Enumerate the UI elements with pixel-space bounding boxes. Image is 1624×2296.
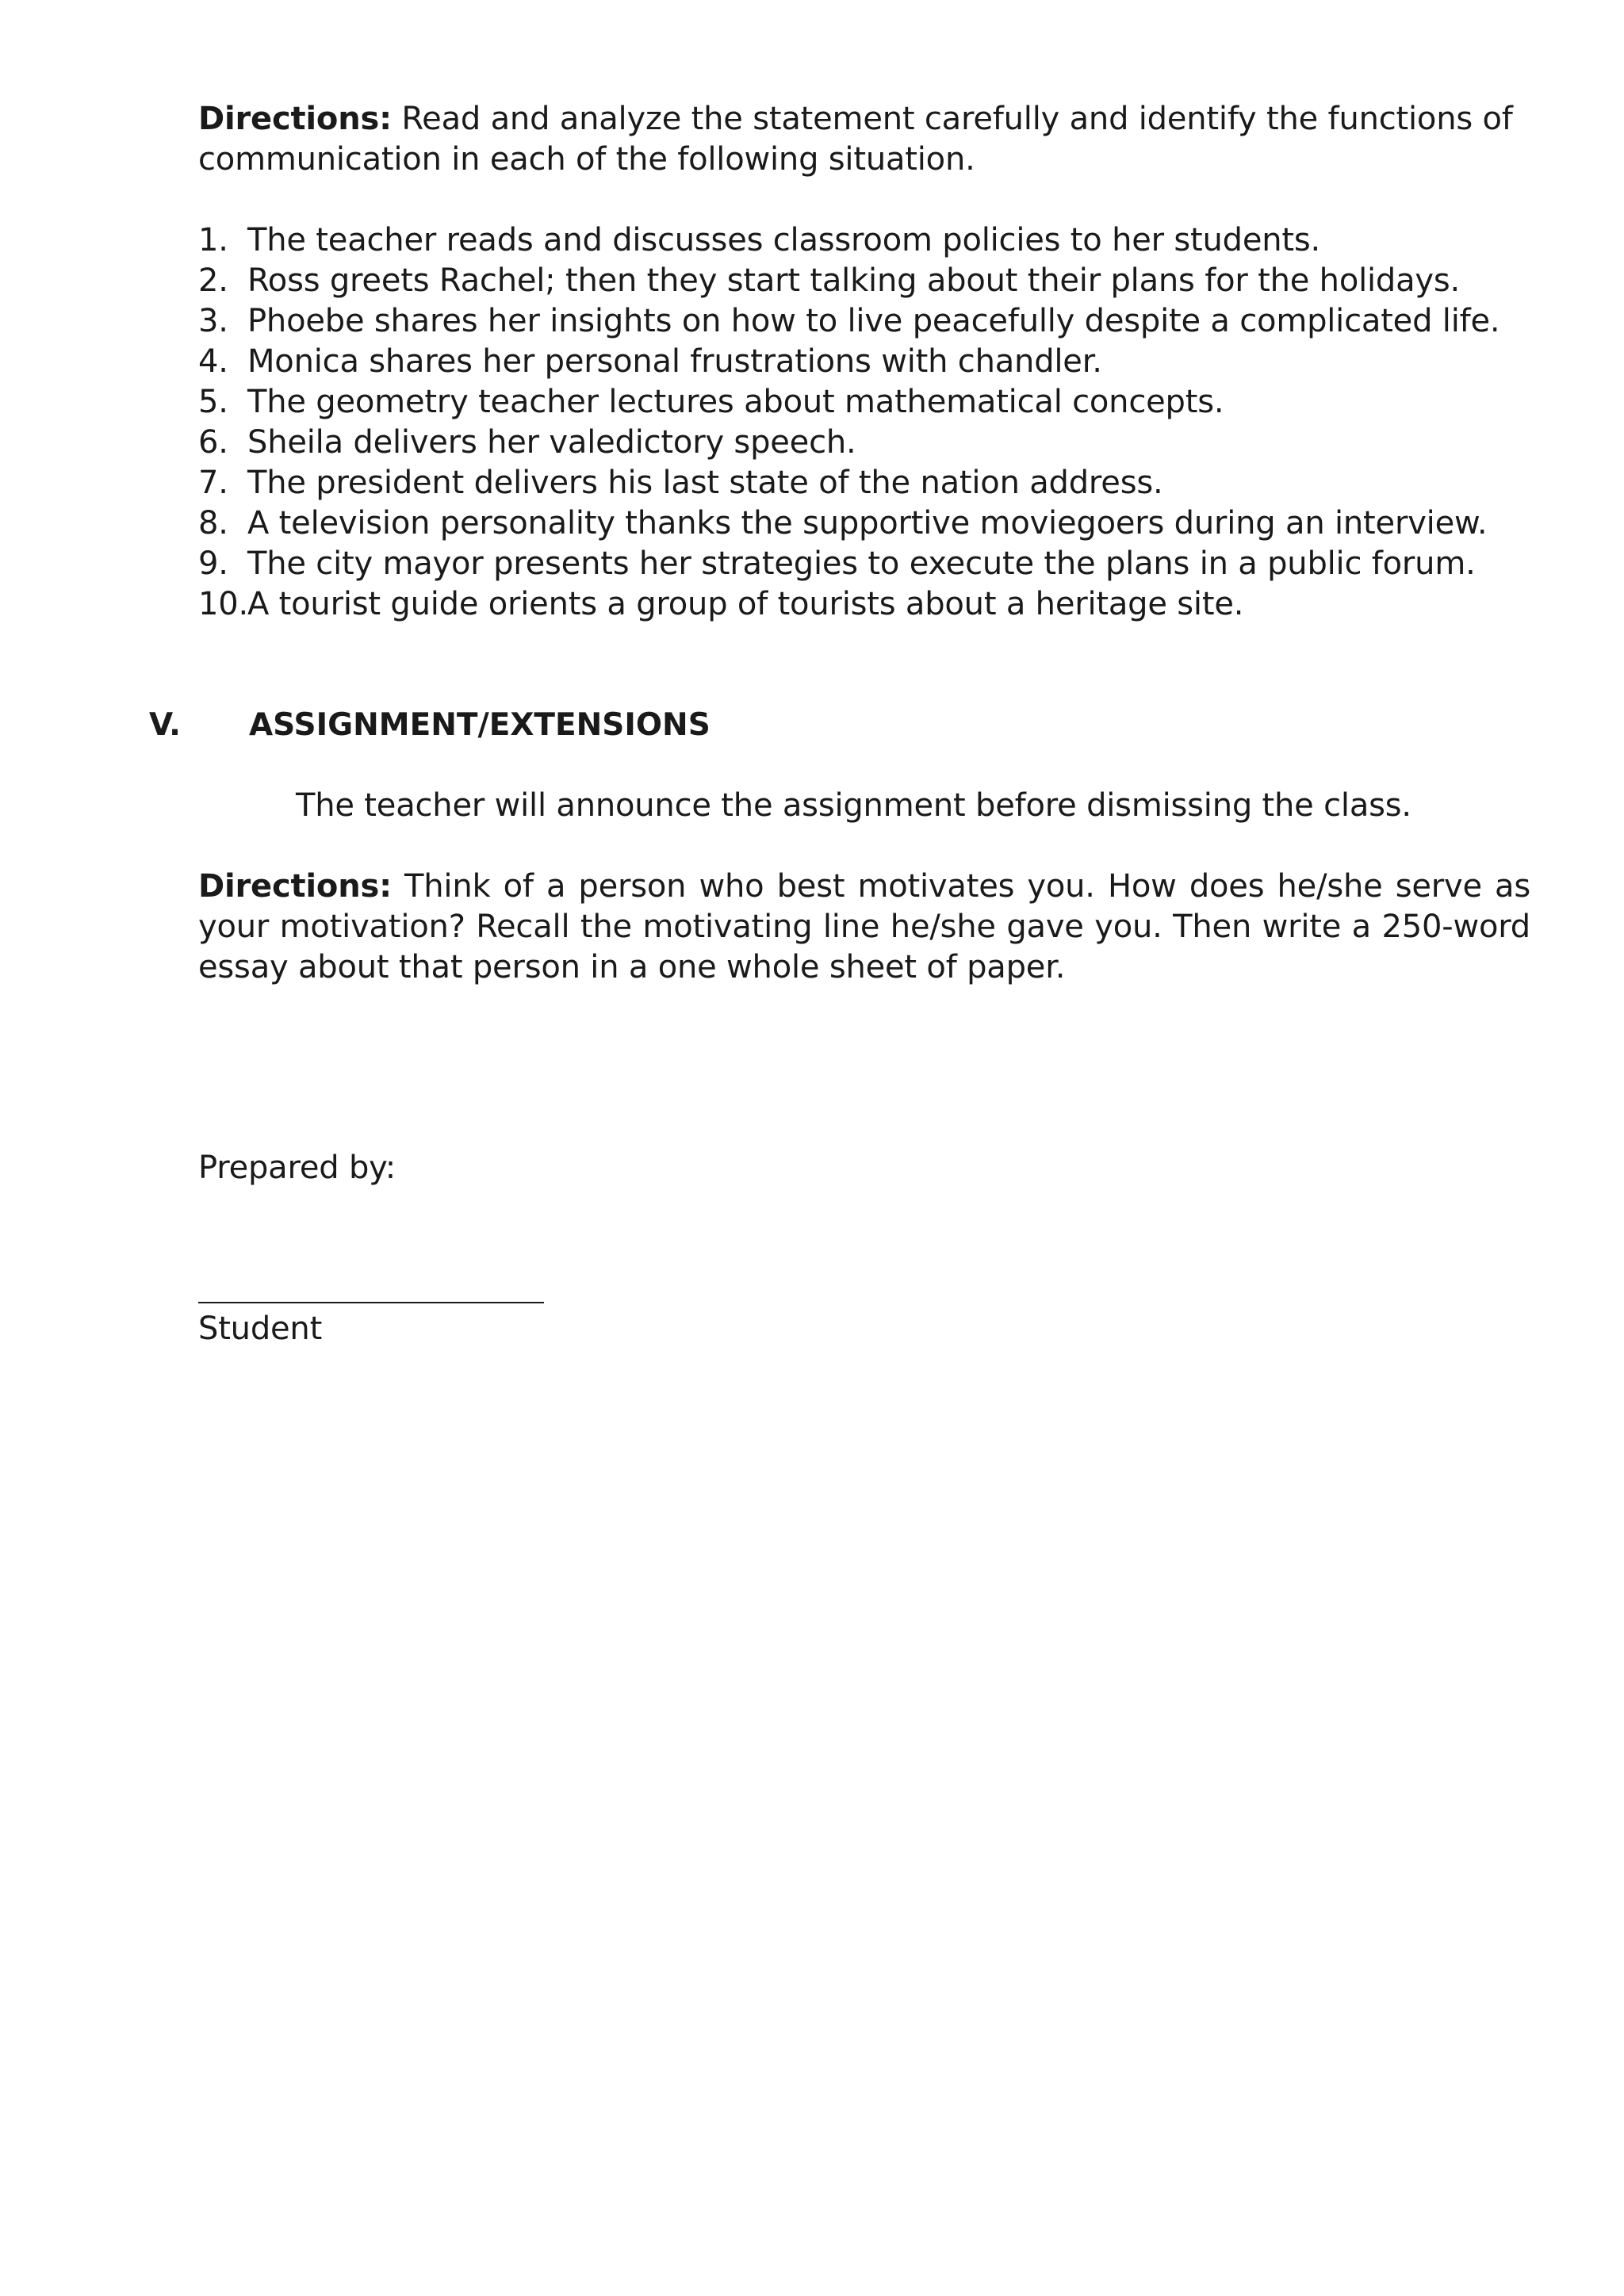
list-item-number: 4. bbox=[198, 343, 228, 380]
list-item-text: Sheila delivers her valedictory speech. bbox=[247, 424, 856, 461]
section-heading bbox=[149, 706, 710, 745]
list-item bbox=[198, 342, 1562, 382]
list-item-text: The president delivers his last state of the nation address. bbox=[247, 465, 1163, 501]
list-item-number: 3. bbox=[198, 303, 228, 339]
list-item bbox=[198, 423, 1562, 463]
list-item-text: The geometry teacher lectures about mathematical concepts. bbox=[247, 384, 1224, 420]
list-item-text: The city mayor presents her strategies to execute the plans in a public forum. bbox=[247, 545, 1476, 582]
teacher-announcement: The teacher will announce the assignment before dismissing the class. bbox=[296, 787, 1411, 824]
list-item bbox=[198, 261, 1562, 301]
directions-text: Read and analyze the statement carefully and identify the functions of communication in each of the following situation. bbox=[198, 101, 1513, 178]
list-item bbox=[198, 220, 1562, 261]
directions-label: Directions: bbox=[198, 101, 392, 137]
list-item-number: 2. bbox=[198, 262, 228, 299]
list-item-number: 5. bbox=[198, 384, 228, 420]
list-item-text: A television personality thanks the supportive moviegoers during an interview. bbox=[247, 505, 1488, 541]
prepared-by-label: Prepared by: bbox=[198, 1150, 396, 1186]
list-item bbox=[198, 544, 1562, 584]
assignment-directions-paragraph bbox=[198, 867, 1530, 988]
list-item bbox=[198, 584, 1562, 625]
list-item bbox=[198, 301, 1562, 342]
list-item-text: A tourist guide orients a group of tourists about a heritage site. bbox=[247, 586, 1244, 622]
activity-list bbox=[198, 220, 1562, 625]
list-item-text: Monica shares her personal frustrations with chandler. bbox=[247, 343, 1102, 380]
section-title: ASSIGNMENT/EXTENSIONS bbox=[249, 707, 710, 743]
signature-caption: Student bbox=[198, 1311, 323, 1347]
list-item-number: 9. bbox=[198, 545, 228, 582]
directions-text: Think of a person who best motivates you. How does he/she serve as your motivation? Recall the motivating line he/she gave you. Then write a 250-word essay about that person in a one whole sheet of paper. bbox=[198, 868, 1531, 985]
directions-paragraph bbox=[198, 99, 1530, 180]
list-item-number: 10. bbox=[198, 586, 249, 622]
list-item bbox=[198, 382, 1562, 423]
signature-line bbox=[198, 1302, 544, 1303]
list-item-number: 7. bbox=[198, 465, 228, 501]
list-item bbox=[198, 463, 1562, 503]
list-item bbox=[198, 503, 1562, 544]
list-item-number: 6. bbox=[198, 424, 228, 461]
list-item-text: Ross greets Rachel; then they start talking about their plans for the holidays. bbox=[247, 262, 1461, 299]
list-item-text: Phoebe shares her insights on how to live peacefully despite a complicated life. bbox=[247, 303, 1500, 339]
list-item-number: 1. bbox=[198, 222, 228, 258]
directions-label: Directions: bbox=[198, 868, 392, 905]
section-number: V. bbox=[149, 707, 181, 743]
list-item-text: The teacher reads and discusses classroom policies to her students. bbox=[247, 222, 1321, 258]
list-item-number: 8. bbox=[198, 505, 228, 541]
